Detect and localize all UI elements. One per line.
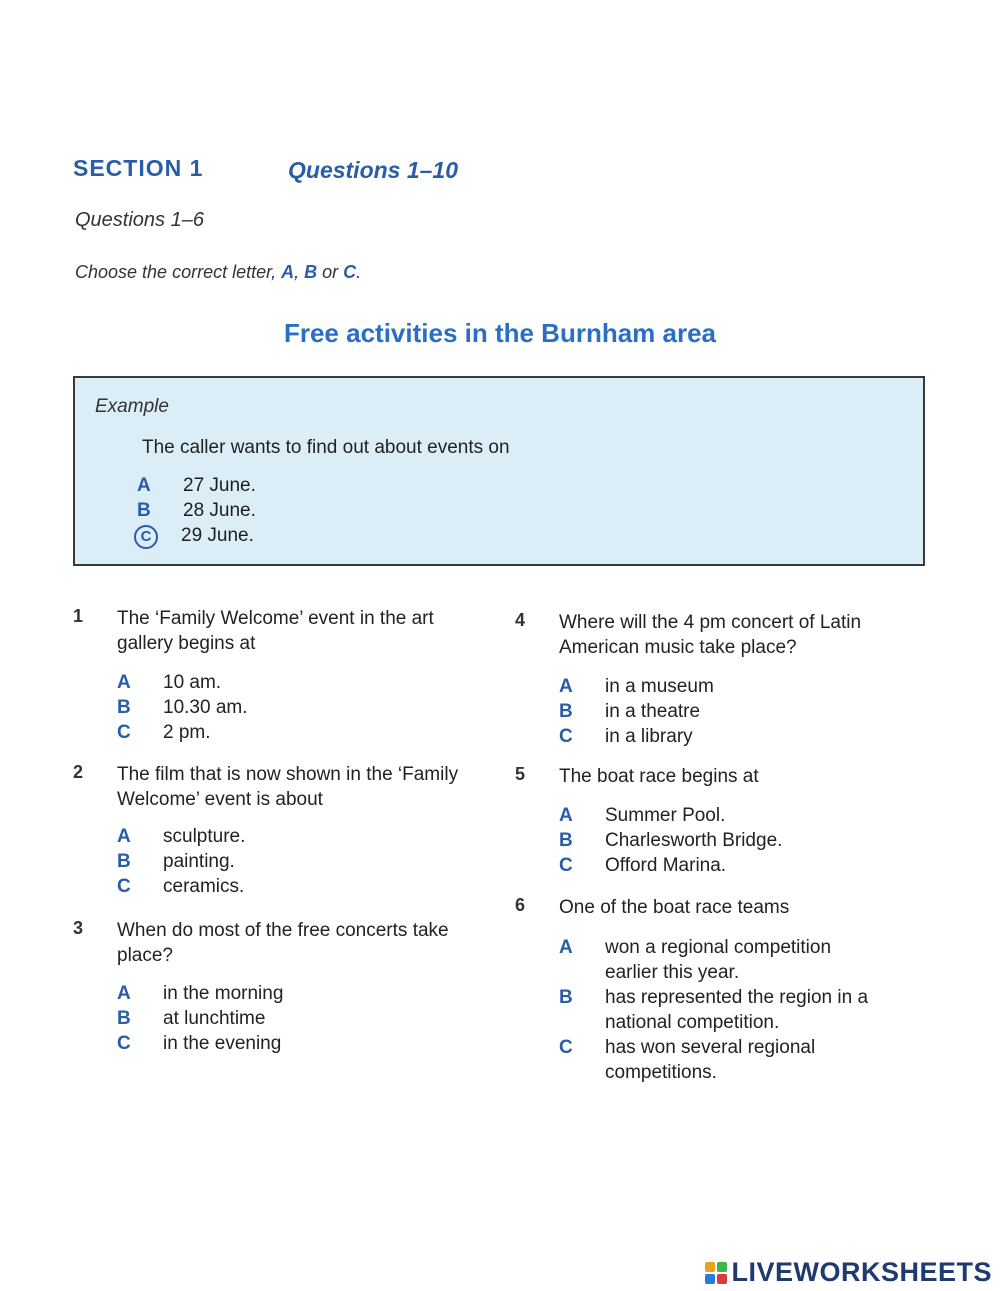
option-b[interactable]: [559, 699, 919, 724]
circled-answer-icon: C: [134, 525, 158, 549]
option-a[interactable]: [117, 670, 477, 695]
logo-grid-icon: [705, 1262, 727, 1284]
option-text: has represented the region in a national competition.: [605, 987, 869, 1033]
instruction-period: .: [356, 262, 362, 282]
option-b[interactable]: [559, 828, 919, 853]
example-stem: The caller wants to find out about events on: [142, 437, 510, 458]
question-number: 2: [73, 762, 84, 782]
option-letter: C: [117, 876, 131, 897]
question-stem: The film that is now shown in the ‘Family Welcome’ event is about: [117, 764, 459, 810]
instruction: [75, 262, 361, 283]
option-letter: B: [117, 851, 131, 872]
option-c[interactable]: [117, 874, 477, 899]
option-letter: B: [117, 1008, 131, 1029]
option-text: 10 am.: [163, 672, 222, 693]
option-text: in a library: [605, 726, 693, 747]
question-number: 5: [515, 764, 526, 784]
option-a[interactable]: [117, 981, 477, 1006]
sub-range: Questions 1–6: [75, 209, 204, 231]
question-stem: The ‘Family Welcome’ event in the art gallery begins at: [117, 608, 434, 654]
option-text: sculpture.: [163, 826, 246, 847]
question-stem: Where will the 4 pm concert of Latin American music take place?: [559, 612, 862, 658]
option-letter: A: [559, 676, 573, 697]
option-text: won a regional competition earlier this year.: [605, 937, 832, 983]
option-b[interactable]: [117, 695, 477, 720]
option-list: [559, 674, 919, 749]
option-c[interactable]: [559, 1035, 889, 1085]
example-box: [73, 376, 925, 566]
option-c[interactable]: [559, 853, 919, 878]
question-stem: One of the boat race teams: [559, 897, 790, 918]
question-stem: When do most of the free concerts take place?: [117, 920, 449, 966]
option-b[interactable]: [117, 849, 477, 874]
logo-text: LIVEWORKSHEETS: [731, 1257, 992, 1287]
option-a[interactable]: [559, 935, 889, 985]
section-label: SECTION 1: [73, 155, 204, 181]
instruction-letter-b: B: [304, 262, 318, 282]
option-letter: A: [559, 937, 573, 958]
option-letter: A: [117, 672, 131, 693]
option-list: [559, 803, 919, 878]
option-letter: B: [559, 987, 573, 1008]
option-letter: B: [559, 701, 573, 722]
instruction-letter-a: A: [281, 262, 295, 282]
question-number: 1: [73, 606, 84, 626]
option-text: in the morning: [163, 983, 284, 1004]
option-letter: A: [117, 826, 131, 847]
example-option-c: [137, 525, 254, 549]
option-letter: C: [117, 1033, 131, 1054]
option-text: in the evening: [163, 1033, 282, 1054]
option-letter: B: [559, 830, 573, 851]
option-text: ceramics.: [163, 876, 245, 897]
option-letter: C: [117, 722, 131, 743]
option-text: in a museum: [605, 676, 714, 697]
question-number: 4: [515, 610, 526, 630]
option-text: at lunchtime: [163, 1008, 266, 1029]
example-option-b: [137, 500, 256, 522]
option-text: 29 June.: [181, 525, 254, 546]
option-a[interactable]: [117, 824, 477, 849]
option-text: 27 June.: [183, 475, 256, 496]
option-b[interactable]: [559, 985, 889, 1035]
option-letter: B: [137, 500, 151, 521]
example-label: Example: [95, 396, 169, 417]
option-c[interactable]: [117, 720, 477, 745]
option-c[interactable]: [559, 724, 919, 749]
option-a[interactable]: [559, 803, 919, 828]
option-c[interactable]: [117, 1031, 477, 1056]
option-text: Summer Pool.: [605, 805, 726, 826]
option-letter: A: [117, 983, 131, 1004]
liveworksheets-logo: [705, 1257, 992, 1288]
example-option-a: [137, 475, 256, 497]
option-letter: C: [559, 855, 573, 876]
instruction-comma: ,: [294, 262, 305, 282]
option-text: Offord Marina.: [605, 855, 727, 876]
option-b[interactable]: [117, 1006, 477, 1031]
option-letter: A: [137, 475, 151, 496]
questions-range: Questions 1–10: [288, 157, 459, 183]
option-letter: A: [559, 805, 573, 826]
option-letter: C: [559, 1037, 573, 1058]
instruction-text: Choose the correct letter,: [75, 262, 282, 282]
option-list: [117, 670, 477, 745]
instruction-or: or: [317, 262, 344, 282]
option-list: [117, 981, 477, 1056]
page-title: Free activities in the Burnham area: [283, 318, 717, 348]
option-text: 10.30 am.: [163, 697, 248, 718]
question-number: 6: [515, 895, 526, 915]
option-text: 28 June.: [183, 500, 256, 521]
option-letter: B: [117, 697, 131, 718]
option-a[interactable]: [559, 674, 919, 699]
option-text: has won several regional competitions.: [605, 1037, 816, 1083]
question-number: 3: [73, 918, 84, 938]
option-text: painting.: [163, 851, 235, 872]
option-letter: C: [559, 726, 573, 747]
instruction-letter-c: C: [343, 262, 357, 282]
option-text: 2 pm.: [163, 722, 211, 743]
option-text: Charlesworth Bridge.: [605, 830, 783, 851]
option-list: [117, 824, 477, 899]
option-text: in a theatre: [605, 701, 701, 722]
option-list: [559, 935, 889, 1085]
question-stem: The boat race begins at: [559, 766, 759, 787]
